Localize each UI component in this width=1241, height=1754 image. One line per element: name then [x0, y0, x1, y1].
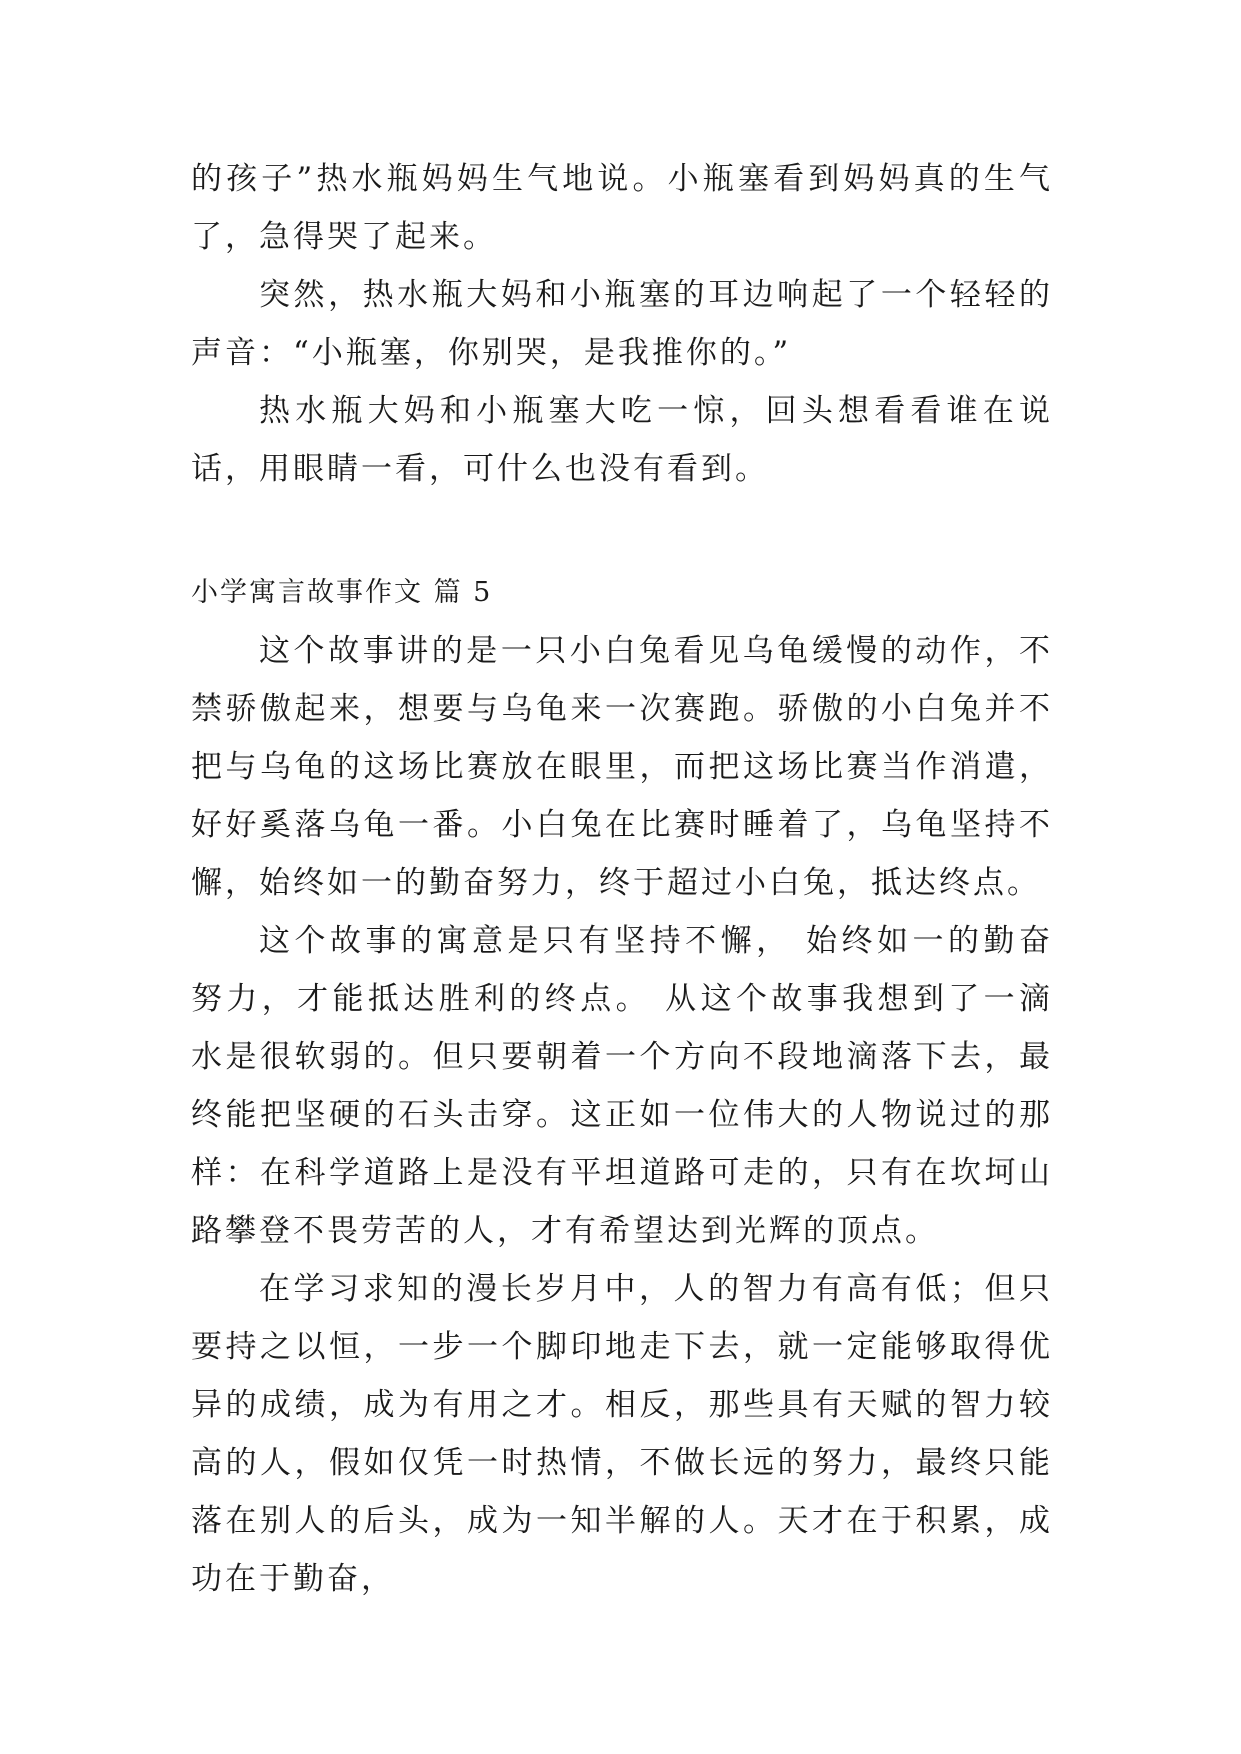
paragraph: 这个故事的寓意是只有坚持不懈， 始终如一的勤奋努力，才能抵达胜利的终点。 从这个故事我想到了一滴水是很软弱的。但只要朝着一个方向不段地滴落下去，最终能把坚硬的石头击穿。这正如一位伟大的人物说过的那样：在科学道路上是没有平坦道路可走的，只有在坎坷山路攀登不畏劳苦的人，才有希望达到光辉的顶点。: [191, 923, 1053, 1249]
paragraph: 突然，热水瓶大妈和小瓶塞的耳边响起了一个轻轻的声音：“小瓶塞，你别哭，是我推你的。”: [191, 277, 1053, 371]
paragraph: 在学习求知的漫长岁月中，人的智力有高有低；但只要持之以恒，一步一个脚印地走下去，就一定能够取得优异的成绩，成为有用之才。相反，那些具有天赋的智力较高的人，假如仅凭一时热情，不做长远的努力，最终只能落在别人的后头，成为一知半解的人。天才在于积累，成功在于勤奋，: [191, 1271, 1053, 1597]
paragraph: 热水瓶大妈和小瓶塞大吃一惊，回头想看看谁在说话，用眼睛一看，可什么也没有看到。: [191, 393, 1053, 487]
section-heading: 小学寓言故事作文 篇 5: [191, 577, 493, 608]
document-page: [191, 150, 1053, 1608]
paragraph: 这个故事讲的是一只小白兔看见乌龟缓慢的动作，不禁骄傲起来，想要与乌龟来一次赛跑。骄傲的小白兔并不把与乌龟的这场比赛放在眼里，而把这场比赛当作消遣，好好奚落乌龟一番。小白兔在比赛时睡着了，乌龟坚持不懈，始终如一的勤奋努力，终于超过小白兔，抵达终点。: [191, 633, 1053, 901]
paragraph: 的孩子”热水瓶妈妈生气地说。小瓶塞看到妈妈真的生气了，急得哭了起来。: [191, 161, 1053, 255]
